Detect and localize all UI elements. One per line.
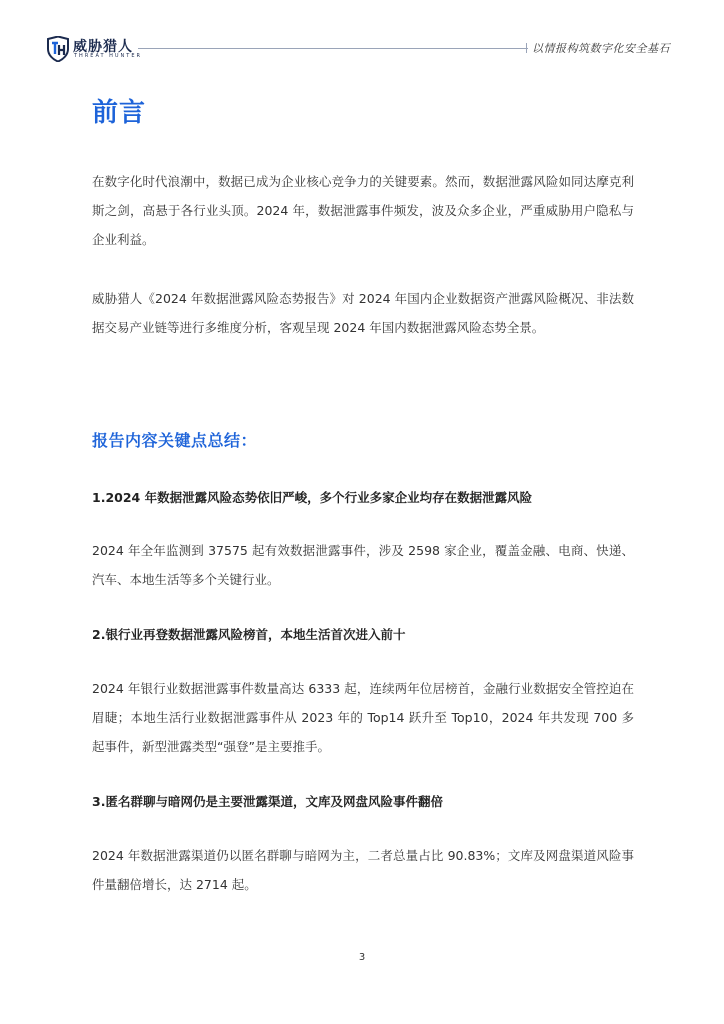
point-1-body: 2024 年全年监测到 37575 起有效数据泄露事件，涉及 2598 家企业，覆盖金融、电商、快递、汽车、本地生活等多个关键行业。 xyxy=(92,543,634,587)
logo-english-text: THREAT HUNTER xyxy=(74,53,142,59)
header-divider-tick xyxy=(526,43,527,53)
summary-heading: 报告内容关键点总结： xyxy=(92,431,258,450)
page-title: 前言 xyxy=(92,98,147,128)
header-slogan: 以情报构筑数字化安全基石 xyxy=(532,42,670,55)
page-header xyxy=(0,0,724,70)
logo-chinese-text: 威胁猎人 xyxy=(73,39,133,55)
header-divider xyxy=(138,48,528,49)
intro-paragraph-2: 威胁猎人《2024 年数据泄露风险态势报告》对 2024 年国内企业数据资产泄露风险概况、非法数据交易产业链等进行多维度分析，客观呈现 2024 年国内数据泄露风险态势全景。 xyxy=(92,291,634,335)
threat-hunter-logo xyxy=(46,36,142,62)
point-2-body: 2024 年银行业数据泄露事件数量高达 6333 起，连续两年位居榜首，金融行业数据安全管控迫在眉睫；本地生活行业数据泄露事件从 2023 年的 Top14 跃升至 Top10，2024 年共发现 700 多起事件，新型泄露类型“强登”是主要推手。 xyxy=(92,681,634,754)
point-3-title: 3.匿名群聊与暗网仍是主要泄露渠道，文库及网盘风险事件翻倍 xyxy=(92,794,443,809)
point-3-body: 2024 年数据泄露渠道仍以匿名群聊与暗网为主，二者总量占比 90.83%；文库及网盘渠道风险事件量翻倍增长，达 2714 起。 xyxy=(92,848,634,892)
point-2-title: 2.银行业再登数据泄露风险榜首，本地生活首次进入前十 xyxy=(92,627,406,642)
point-1-title: 1.2024 年数据泄露风险态势依旧严峻，多个行业多家企业均存在数据泄露风险 xyxy=(92,490,533,505)
shield-logo-icon xyxy=(46,36,70,62)
intro-paragraph-1: 在数字化时代浪潮中，数据已成为企业核心竞争力的关键要素。然而，数据泄露风险如同达摩克利斯之剑，高悬于各行业头顶。2024 年，数据泄露事件频发，波及众多企业，严重威胁用户隐私与企业利益。 xyxy=(92,174,634,247)
page-number: 3 xyxy=(358,952,366,963)
